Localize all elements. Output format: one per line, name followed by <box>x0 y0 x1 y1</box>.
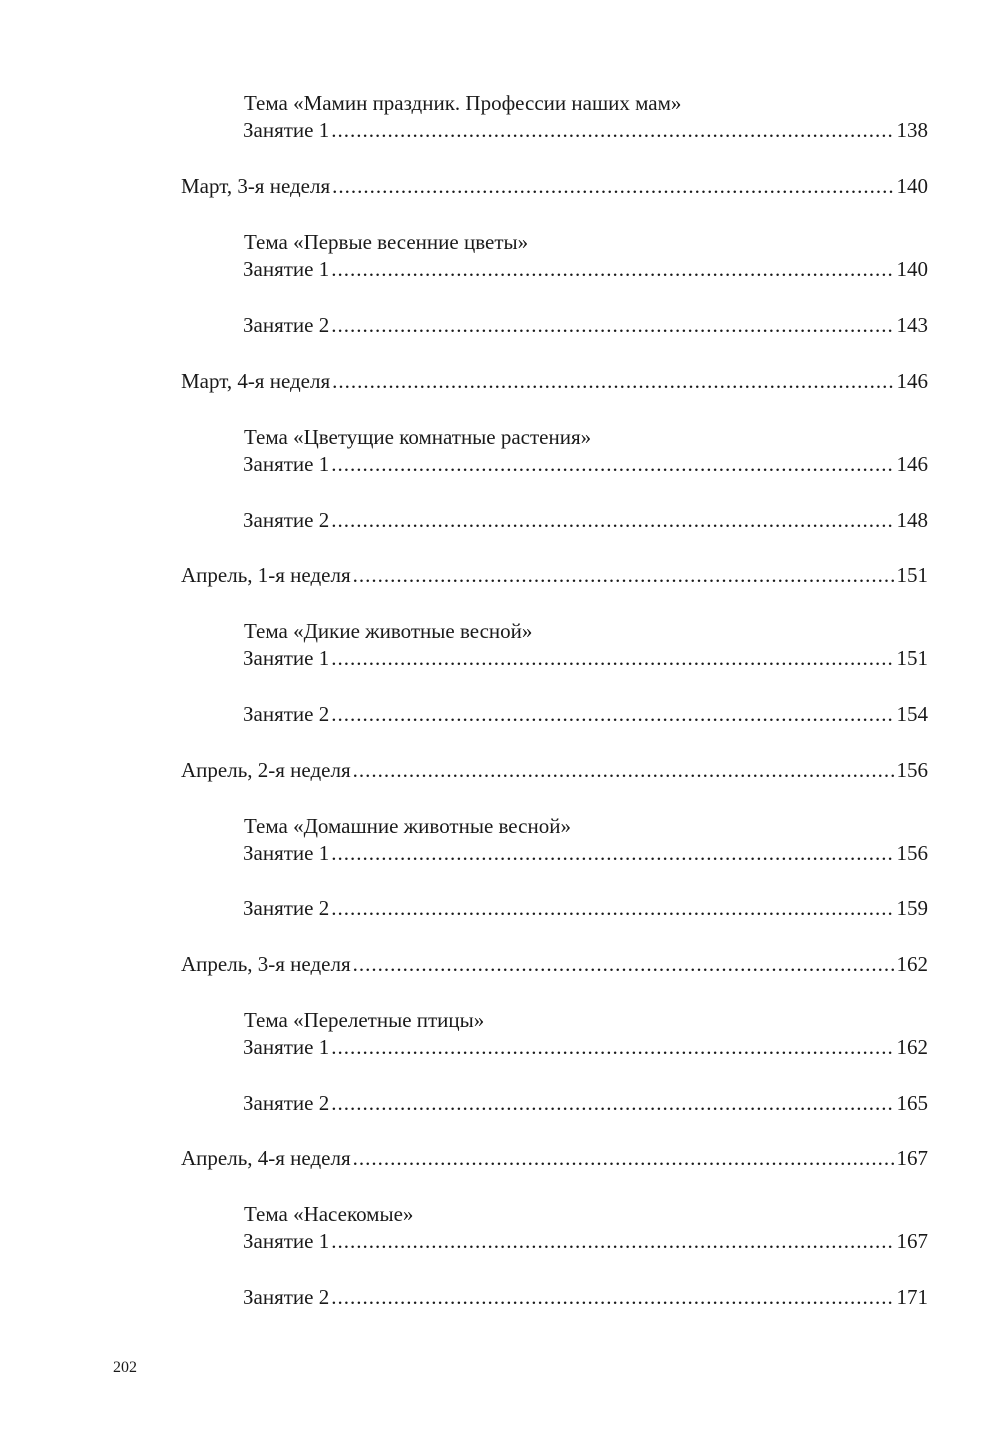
toc-entry-page: 162 <box>896 952 928 976</box>
toc-entry-label: Занятие 2 <box>243 702 330 726</box>
topic-heading: Тема «Первые весенние цветы» <box>244 230 529 254</box>
toc-entry-week[interactable] <box>181 368 928 394</box>
toc-entry-page: 167 <box>896 1229 928 1253</box>
toc-entry-lesson[interactable] <box>243 645 928 671</box>
topic-heading: Тема «Мамин праздник. Профессии наших мам» <box>244 91 682 115</box>
toc-entry-label: Март, 4-я неделя <box>181 369 331 393</box>
toc-entry-week[interactable] <box>181 173 928 199</box>
toc-entry-page: 138 <box>896 118 928 142</box>
toc-entry-page: 167 <box>896 1146 928 1170</box>
toc-entry-label: Занятие 1 <box>243 1035 330 1059</box>
toc-entry-label: Занятие 1 <box>243 841 330 865</box>
toc-entry-label: Занятие 1 <box>243 646 330 670</box>
dot-leader <box>331 701 894 727</box>
toc-entry-page: 162 <box>896 1035 928 1059</box>
topic-heading: Тема «Насекомые» <box>244 1202 414 1226</box>
toc-entry-label: Апрель, 3-я неделя <box>181 952 351 976</box>
dot-leader <box>331 1284 894 1310</box>
toc-entry-label: Занятие 2 <box>243 313 330 337</box>
toc-entry-page: 148 <box>896 508 928 532</box>
toc-entry-page: 156 <box>896 841 928 865</box>
toc-entry-page: 151 <box>896 646 928 670</box>
toc-entry-label: Занятие 1 <box>243 452 330 476</box>
toc-entry-page: 143 <box>896 313 928 337</box>
toc-entry-lesson[interactable] <box>243 701 928 727</box>
toc-entry-page: 146 <box>896 452 928 476</box>
toc-entry-week[interactable] <box>181 951 928 977</box>
dot-leader <box>331 117 894 143</box>
toc-entry-page: 156 <box>896 758 928 782</box>
toc-entry-page: 151 <box>896 563 928 587</box>
dot-leader <box>353 1145 895 1171</box>
toc-entry-label: Занятие 1 <box>243 118 330 142</box>
topic-heading: Тема «Перелетные птицы» <box>244 1008 485 1032</box>
topic-heading: Тема «Домашние животные весной» <box>244 814 571 838</box>
toc-entry-lesson[interactable] <box>243 1228 928 1254</box>
toc-entry-page: 140 <box>896 174 928 198</box>
toc-entry-lesson[interactable] <box>243 1034 928 1060</box>
toc-entry-lesson[interactable] <box>243 1090 928 1116</box>
toc-entry-page: 159 <box>896 896 928 920</box>
toc-entry-lesson[interactable] <box>243 451 928 477</box>
dot-leader <box>331 840 894 866</box>
toc-entry-label: Март, 3-я неделя <box>181 174 331 198</box>
dot-leader <box>332 173 894 199</box>
topic-heading: Тема «Цветущие комнатные растения» <box>244 425 592 449</box>
toc-entry-lesson[interactable] <box>243 1284 928 1310</box>
dot-leader <box>353 757 895 783</box>
toc-entry-label: Апрель, 1-я неделя <box>181 563 351 587</box>
toc-entry-label: Апрель, 4-я неделя <box>181 1146 351 1170</box>
toc-entry-week[interactable] <box>181 562 928 588</box>
toc-entry-week[interactable] <box>181 1145 928 1171</box>
topic-heading: Тема «Дикие животные весной» <box>244 619 533 643</box>
toc-entry-page: 171 <box>896 1285 928 1309</box>
toc-entry-page: 146 <box>896 369 928 393</box>
toc-entry-label: Занятие 1 <box>243 1229 330 1253</box>
dot-leader <box>331 895 894 921</box>
dot-leader <box>331 1034 894 1060</box>
dot-leader <box>353 562 895 588</box>
toc-entry-page: 154 <box>896 702 928 726</box>
toc-entry-lesson[interactable] <box>243 895 928 921</box>
toc-entry-page: 140 <box>896 257 928 281</box>
dot-leader <box>331 1228 894 1254</box>
dot-leader <box>353 951 895 977</box>
toc-entry-lesson[interactable] <box>243 507 928 533</box>
toc-entry-week[interactable] <box>181 757 928 783</box>
dot-leader <box>331 256 894 282</box>
dot-leader <box>331 312 894 338</box>
toc-entry-label: Занятие 2 <box>243 508 330 532</box>
dot-leader <box>331 451 894 477</box>
toc-entry-label: Занятие 2 <box>243 896 330 920</box>
toc-entry-label: Занятие 2 <box>243 1091 330 1115</box>
toc-entry-lesson[interactable] <box>243 117 928 143</box>
toc-entry-lesson[interactable] <box>243 256 928 282</box>
toc-entry-page: 165 <box>896 1091 928 1115</box>
dot-leader <box>331 645 894 671</box>
dot-leader <box>331 1090 894 1116</box>
toc-entry-label: Апрель, 2-я неделя <box>181 758 351 782</box>
toc-entry-lesson[interactable] <box>243 840 928 866</box>
toc-entry-label: Занятие 1 <box>243 257 330 281</box>
toc-entry-label: Занятие 2 <box>243 1285 330 1309</box>
toc-entry-lesson[interactable] <box>243 312 928 338</box>
page-number: 202 <box>113 1359 137 1376</box>
dot-leader <box>332 368 894 394</box>
dot-leader <box>331 507 894 533</box>
